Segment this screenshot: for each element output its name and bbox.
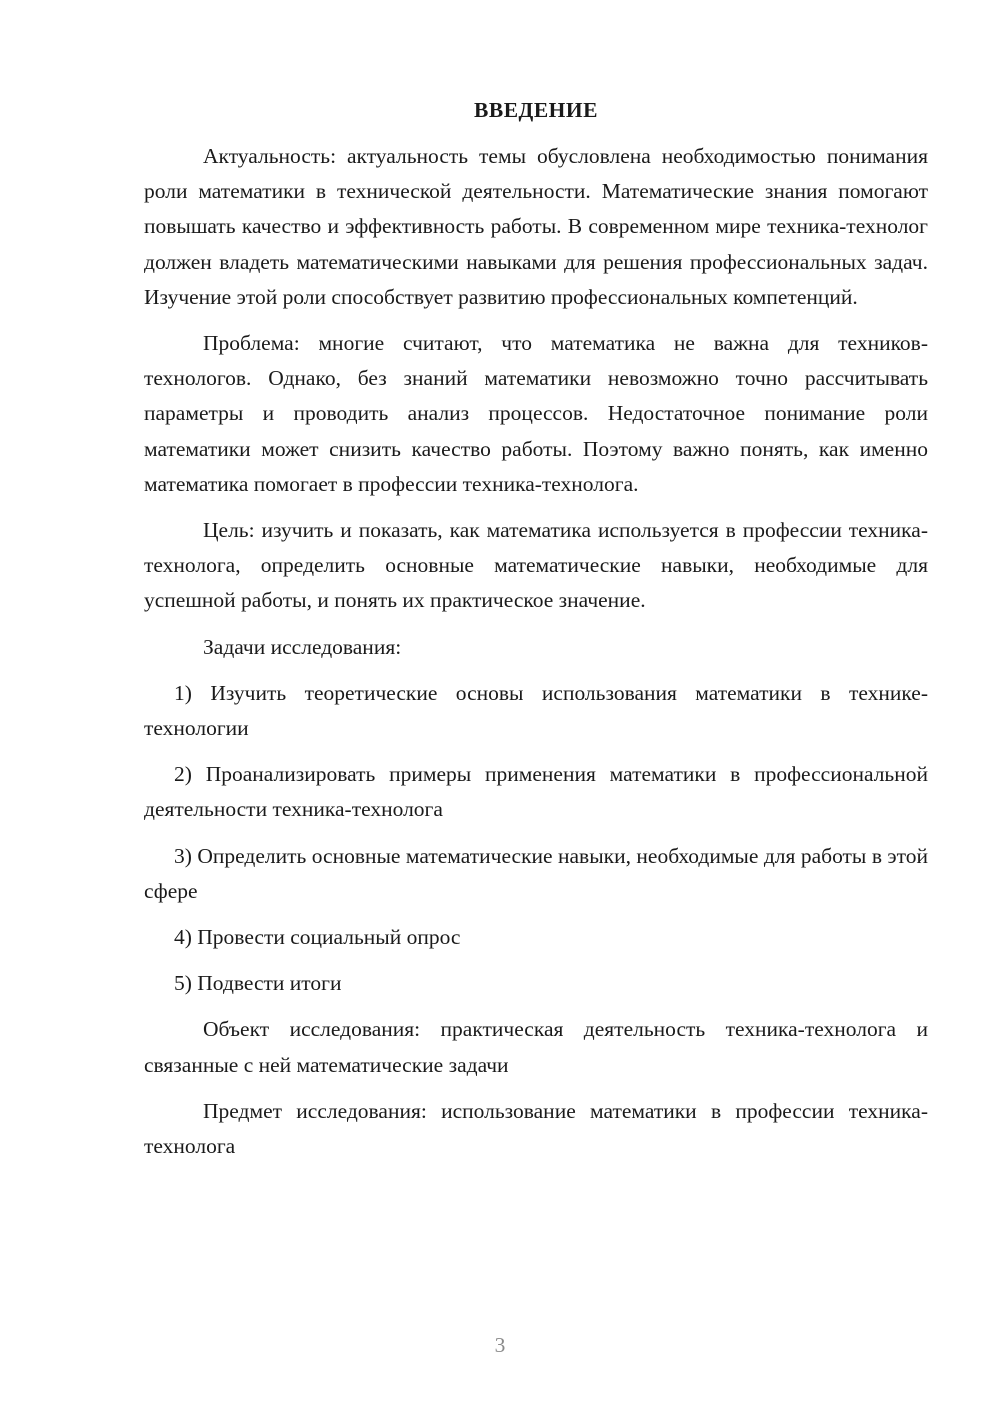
problem-paragraph: Проблема: многие считают, что математика не важна для техников-технологов. Однако, без знаний математики невозможно точно рассчитывать параметры и проводить анализ процессов. Недостаточное понимание роли математики может снизить качество работы. Поэтому важно понять, как именно математика помогает в профессии техника-технолога. (144, 331, 928, 496)
subject-paragraph: Предмет исследования: использование математики в профессии техника-технолога (144, 1098, 928, 1159)
task-item-4: 4) Провести социальный опрос (174, 925, 461, 950)
task-item-3: 3) Определить основные математические навыки, необходимые для работы в этой сфере (144, 843, 928, 903)
task-item-1: 1) Изучить теоретические основы использования математики в технике-технологии (144, 680, 928, 741)
relevance-paragraph: Актуальность: актуальность темы обусловлена необходимостью понимания роли математики в технической деятельности. Математические знания помогают повышать качество и эффективность работы. В современном мире техника-технолог должен владеть математическими навыками для решения профессиональных задач. Изучение этой роли способствует развитию профессиональных компетенций. (144, 144, 928, 309)
goal-paragraph: Цель: изучить и показать, как математика используется в профессии техника-технолога, определить основные математические навыки, необходимые для успешной работы, и понять их практическое значение. (144, 518, 928, 613)
task-item-5: 5) Подвести итоги (174, 971, 342, 996)
object-paragraph: Объект исследования: практическая деятельность техника-технолога и связанные с ней математические задачи (144, 1017, 928, 1077)
page-title: ВВЕДЕНИЕ (474, 98, 598, 122)
tasks-heading: Задачи исследования: (203, 634, 402, 659)
page-body (144, 95, 928, 1175)
page-number: 3 (494, 1333, 506, 1357)
task-item-2: 2) Проанализировать примеры применения математики в профессиональной деятельности техника-технолога (144, 762, 928, 822)
